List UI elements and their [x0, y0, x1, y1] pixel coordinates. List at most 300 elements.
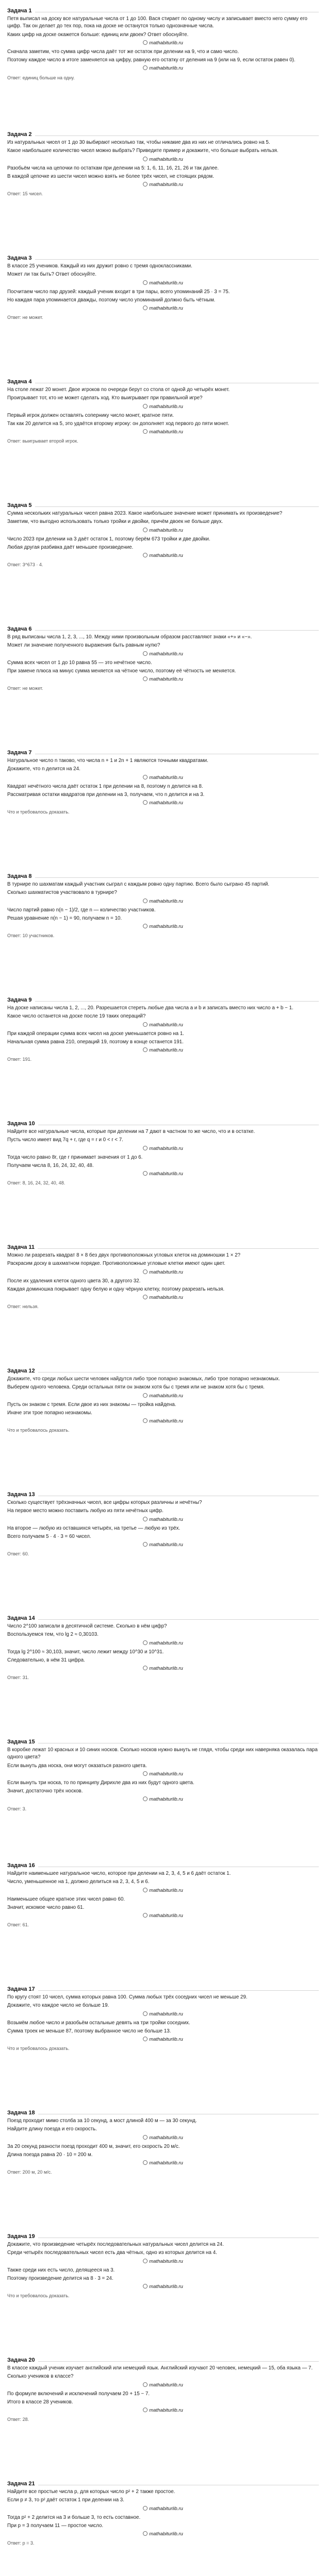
divider — [38, 1371, 319, 1372]
source-link-text[interactable]: mathabiturlib.ru — [149, 527, 183, 533]
source-link[interactable] — [7, 1887, 319, 1894]
task-title: Задача 8 — [7, 873, 32, 879]
link-icon — [143, 1771, 148, 1776]
task-paragraph: Докажите, что произведение четырёх последовательных натуральных чисел делится на 24. — [7, 2242, 224, 2248]
task-paragraph: Но каждая пара упоминается дважды, поэтому число упоминаний должно быть чётным. — [7, 297, 216, 303]
source-link-text[interactable]: mathabiturlib.ru — [149, 1295, 183, 1301]
task-paragraph: Так как 20 делится на 5, это удаётся второму игроку: он дополняет ход первого до пяти монет. — [7, 421, 229, 427]
task-paragraph: Каждая доминошка покрывает одну белую и одну чёрную клетку, поэтому разрезать нельзя. — [7, 1286, 225, 1293]
divider — [35, 11, 319, 12]
task-paragraph: Найдите наименьшее натуральное число, которое при делении на 2, 3, 4, 5 и 6 даёт остаток 1. — [7, 1871, 231, 1877]
link-icon — [143, 404, 148, 409]
task-header — [7, 2109, 319, 2116]
task-paragraph: В классе каждый ученик изучает английский или немецкий язык. Английский изучают 20 человек, немецкий — 15, оба языка — 7. — [7, 2365, 313, 2371]
divider — [38, 1495, 319, 1496]
task-paragraph: Докажите, что n делится на 24. — [7, 766, 80, 772]
link-icon — [143, 1418, 148, 1423]
task-paragraph: Следовательно, в нём 31 цифра. — [7, 1657, 85, 1664]
task-paragraph: Сумма троек не меньше 87, поэтому выбранное число не больше 13. — [7, 2028, 171, 2035]
task-paragraph: Тогда lg 2^100 ≈ 30,103, значит, число лежит между 10^30 и 10^31. — [7, 1649, 164, 1655]
link-icon — [143, 1640, 148, 1645]
task-title: Задача 9 — [7, 997, 32, 1003]
task-title: Задача 11 — [7, 1244, 35, 1250]
source-link[interactable] — [7, 1022, 319, 1029]
link-icon — [143, 1146, 148, 1150]
link-icon — [143, 2011, 148, 2016]
task-answer: Ответ: 3^673 · 4. — [7, 562, 43, 568]
divider — [38, 2237, 319, 2238]
source-link-text[interactable]: mathabiturlib.ru — [149, 1797, 183, 1803]
source-link-text[interactable]: mathabiturlib.ru — [149, 182, 183, 188]
source-link-text[interactable]: mathabiturlib.ru — [149, 40, 183, 46]
link-icon — [143, 775, 148, 779]
task-header — [7, 378, 319, 385]
divider — [35, 259, 319, 260]
task-answer: Что и требовалось доказать. — [7, 2046, 70, 2052]
task-block — [7, 1985, 319, 2108]
task-block — [7, 377, 319, 501]
source-link-text[interactable]: mathabiturlib.ru — [149, 2284, 183, 2290]
task-paragraph: На второе — любую из оставшихся четырёх, на третье — любую из трёх. — [7, 1525, 181, 1531]
source-link-bottom[interactable] — [7, 1047, 319, 1054]
link-icon — [143, 2408, 148, 2412]
divider — [38, 1990, 319, 1991]
task-paragraph: При замене плюса на минус сумма меняется на чётное число, поэтому её чётность не меняется. — [7, 668, 236, 674]
task-title: Задача 6 — [7, 626, 32, 632]
task-header — [7, 1244, 319, 1251]
task-paragraph: На первое место можно поставить любую из пяти нечётных цифр. — [7, 1508, 164, 1514]
link-icon — [143, 429, 148, 434]
source-link[interactable] — [7, 1269, 319, 1276]
task-paragraph: Может ли значение полученного выражения быть равным нулю? — [7, 642, 160, 649]
task-answer: Ответ: 61. — [7, 1922, 29, 1928]
task-paragraph: Сумма всех чисел от 1 до 10 равна 55 — это нечётное число. — [7, 659, 152, 666]
task-block — [7, 748, 319, 872]
source-link[interactable] — [7, 774, 319, 782]
link-icon — [143, 1295, 148, 1299]
task-answer: Ответ: 31. — [7, 1675, 29, 1681]
task-block — [7, 2479, 319, 2576]
task-answer: Ответ: 8, 16, 24, 32, 40, 48. — [7, 1180, 66, 1186]
task-title: Задача 18 — [7, 2110, 35, 2116]
source-link-text[interactable]: mathabiturlib.ru — [149, 2531, 183, 2537]
task-block — [7, 624, 319, 748]
task-paragraph: Число 2^100 записали в десятичной системе. Сколько в нём цифр? — [7, 1623, 167, 1630]
source-link-text[interactable]: mathabiturlib.ru — [149, 2408, 183, 2414]
task-title: Задача 12 — [7, 1368, 35, 1374]
link-icon — [143, 676, 148, 681]
source-link-text[interactable]: mathabiturlib.ru — [149, 1047, 183, 1054]
task-title: Задача 5 — [7, 502, 32, 509]
task-answer: Ответ: 60. — [7, 1551, 29, 1557]
task-paragraph: Число 2023 при делении на 3 даёт остаток 1, поэтому берём 673 тройки и две двойки. — [7, 536, 210, 542]
source-link-text[interactable]: mathabiturlib.ru — [149, 1516, 183, 1522]
task-block — [7, 253, 319, 377]
source-link-bottom[interactable] — [7, 923, 319, 930]
task-paragraph: Пусть он знаком с тремя. Если двое из них знакомы — тройка найдена. — [7, 1401, 176, 1408]
task-header — [7, 2357, 319, 2364]
source-link-bottom[interactable] — [7, 2160, 319, 2167]
divider — [38, 2484, 319, 2485]
task-title: Задача 15 — [7, 1739, 35, 1745]
source-link[interactable] — [7, 2505, 319, 2513]
source-link[interactable] — [7, 2134, 319, 2142]
divider — [35, 382, 319, 383]
task-answer: Ответ: не может. — [7, 686, 43, 691]
task-block — [7, 2355, 319, 2479]
task-paragraph: Если вынуть три носка, то по принципу Дирихле два из них будут одного цвета. — [7, 1780, 194, 1786]
task-title: Задача 17 — [7, 1986, 35, 1992]
link-icon — [143, 2160, 148, 2165]
task-header — [7, 2233, 319, 2240]
link-icon — [143, 182, 148, 187]
source-link-text[interactable]: mathabiturlib.ru — [149, 403, 183, 410]
task-answer: Что и требовалось доказать. — [7, 2293, 70, 2299]
source-link[interactable] — [7, 898, 319, 905]
divider — [35, 753, 319, 754]
source-link-text[interactable]: mathabiturlib.ru — [149, 651, 183, 657]
link-icon — [143, 157, 148, 161]
task-paragraph: В каждой цепочке из шести чисел можно взять не более трёх чисел, не стоящих рядом. — [7, 174, 214, 180]
source-link-text[interactable]: mathabiturlib.ru — [149, 1640, 183, 1646]
source-link-bottom[interactable] — [7, 1796, 319, 1803]
link-icon — [143, 2382, 148, 2387]
task-block — [7, 6, 319, 130]
task-block — [7, 130, 319, 253]
task-header — [7, 1615, 319, 1622]
task-answer: Ответ: p = 3. — [7, 2540, 35, 2546]
divider — [35, 506, 319, 507]
task-paragraph: Всего получаем 5 · 4 · 3 = 60 чисел. — [7, 1534, 91, 1540]
task-paragraph: Начальная сумма равна 210, операций 19, поэтому в конце останется 191. — [7, 1039, 184, 1045]
task-paragraph: По формуле включений и исключений получаем 20 + 15 − 7. — [7, 2391, 150, 2397]
task-answer: Ответ: единиц больше на одну. — [7, 75, 75, 80]
task-paragraph: Если вынуть два носка, они могут оказаться разного цвета. — [7, 1762, 147, 1769]
link-icon — [143, 1913, 148, 1918]
task-paragraph: Число партий равно n(n − 1)/2, где n — количество участников. — [7, 907, 156, 913]
task-block — [7, 1366, 319, 1490]
task-block — [7, 1490, 319, 1614]
task-answer: Ответ: выигрывает второй игрок. — [7, 438, 78, 444]
source-link-text[interactable]: mathabiturlib.ru — [149, 1022, 183, 1028]
source-link-text[interactable]: mathabiturlib.ru — [149, 1171, 183, 1177]
source-link-text[interactable]: mathabiturlib.ru — [149, 2505, 183, 2512]
task-paragraph: Любая другая разбивка даёт меньшее произведение. — [7, 545, 134, 551]
task-title: Задача 10 — [7, 1121, 35, 1127]
source-link-text[interactable]: mathabiturlib.ru — [149, 2037, 183, 2043]
task-answer: Ответ: 15 чисел. — [7, 191, 43, 197]
task-paragraph: Среди четырёх последовательных чисел есть два чётных, одно из которых делится на 4. — [7, 2250, 217, 2256]
task-header — [7, 749, 319, 756]
task-paragraph: Какое наибольшее количество чисел можно выбрать? Приведите пример и докажите, что больше выбрать нельзя. — [7, 148, 279, 154]
source-link-bottom[interactable] — [7, 1541, 319, 1549]
task-header — [7, 1862, 319, 1869]
source-link[interactable] — [7, 2011, 319, 2018]
source-link[interactable] — [7, 156, 319, 163]
link-icon — [143, 553, 148, 557]
task-header — [7, 1120, 319, 1127]
source-link-bottom[interactable] — [7, 2283, 319, 2291]
source-link[interactable] — [7, 403, 319, 411]
source-link-bottom[interactable] — [7, 1171, 319, 1178]
task-paragraph: За 20 секунд разности поезд проходит 400 м, значит, его скорость 20 м/с. — [7, 2143, 180, 2149]
task-paragraph: Найдите все простые числа p, для которых число p² + 2 также простое. — [7, 2489, 175, 2495]
source-link[interactable] — [7, 280, 319, 287]
source-link[interactable] — [7, 1640, 319, 1647]
link-icon — [143, 2531, 148, 2536]
task-paragraph: Заметим, что выгодно использовать только тройки и двойки, причём двоек не больше двух. — [7, 519, 223, 525]
source-link[interactable] — [7, 2258, 319, 2265]
link-icon — [143, 1393, 148, 1398]
link-icon — [143, 1269, 148, 1274]
source-link[interactable] — [7, 40, 319, 47]
task-paragraph: Получаем числа 8, 16, 24, 32, 40, 48. — [7, 1163, 94, 1169]
task-paragraph: Тогда число равно 8r, где r принимает значения от 1 до 6. — [7, 1154, 143, 1160]
link-icon — [143, 1797, 148, 1801]
task-paragraph: Возьмём любое число и разобьём остальные девять на три тройки соседних. — [7, 2020, 190, 2026]
source-link-text[interactable]: mathabiturlib.ru — [149, 2258, 183, 2264]
task-block — [7, 1737, 319, 1861]
source-link-text[interactable]: mathabiturlib.ru — [149, 429, 183, 435]
link-icon — [143, 2037, 148, 2041]
task-title: Задача 1 — [7, 8, 32, 14]
task-paragraph: Квадрат нечётного числа даёт остаток 1 при делении на 8, поэтому n делится на 8. — [7, 783, 203, 789]
task-paragraph: Раскрасим доску в шахматном порядке. Противоположные угловые клетки имеют один цвет. — [7, 1261, 225, 1267]
task-block — [7, 995, 319, 1119]
task-paragraph: Выберем одного человека. Среди остальных пяти он знаком хотя бы с тремя или не знаком хотя бы с тремя. — [7, 1384, 265, 1391]
task-header — [7, 1738, 319, 1745]
source-link-bottom[interactable] — [7, 2036, 319, 2043]
divider — [38, 1742, 319, 1743]
task-paragraph: Петя выписал на доску все натуральные числа от 1 до 100. Вася стирает по одному числу и записывает вместо него сумму его цифр. Так он делает до тех пор, пока на доске не останутся только однозначные числа. — [7, 16, 307, 29]
task-block — [7, 2108, 319, 2232]
source-link-text[interactable]: mathabiturlib.ru — [149, 774, 183, 781]
task-answer: Ответ: нельзя. — [7, 1304, 39, 1310]
source-link[interactable] — [7, 1145, 319, 1153]
task-paragraph: Первый игрок должен оставлять сопернику число монет, кратное пяти. — [7, 412, 174, 418]
source-link[interactable] — [7, 2382, 319, 2389]
task-block — [7, 2232, 319, 2355]
task-paragraph: При p = 3 получаем 11 — простое число. — [7, 2523, 104, 2529]
task-paragraph: Может ли так быть? Ответ обоснуйте. — [7, 272, 96, 278]
task-paragraph: На столе лежат 20 монет. Двое игроков по очереди берут со стола от одной до четырёх монет. — [7, 387, 230, 393]
task-paragraph: В классе 25 учеников. Каждый из них дружит ровно с тремя одноклассниками. — [7, 263, 192, 269]
source-link-text[interactable]: mathabiturlib.ru — [149, 1771, 183, 1777]
link-icon — [143, 924, 148, 928]
task-paragraph: Решая уравнение n(n − 1) = 90, получаем n = 10. — [7, 916, 122, 922]
source-link[interactable] — [7, 1516, 319, 1523]
task-header — [7, 7, 319, 14]
task-paragraph: Какое число останется на доске после 19 таких операций? — [7, 1013, 146, 1020]
task-title: Задача 4 — [7, 379, 32, 385]
task-paragraph: Пусть число имеет вид 7q + r, где q = r и 0 < r < 7. — [7, 1137, 123, 1143]
task-header — [7, 873, 319, 880]
task-paragraph: Сначала заметим, что сумма цифр числа даёт тот же остаток при делении на 9, что и само число. — [7, 49, 239, 55]
task-answer: Что и требовалось доказать. — [7, 809, 70, 815]
source-link-text[interactable]: mathabiturlib.ru — [149, 800, 183, 806]
divider — [35, 877, 319, 878]
link-icon — [143, 1171, 148, 1176]
task-paragraph: Проигрывает тот, кто не может сделать ход. Кто выигрывает при правильной игре? — [7, 395, 203, 401]
task-paragraph: Длина поезда равна 20 · 10 = 200 м. — [7, 2152, 93, 2158]
source-link-text[interactable]: mathabiturlib.ru — [149, 65, 183, 72]
link-icon — [143, 1542, 148, 1547]
task-paragraph: Наименьшее общее кратное этих чисел равно 60. — [7, 1896, 125, 1902]
divider — [38, 1866, 319, 1867]
task-block — [7, 1614, 319, 1737]
task-title: Задача 3 — [7, 255, 32, 261]
task-paragraph: Иначе эти трое попарно незнакомы. — [7, 1410, 92, 1416]
source-link-text[interactable]: mathabiturlib.ru — [149, 2134, 183, 2141]
task-paragraph: При каждой операции сумма всех чисел на доске уменьшается ровно на 1. — [7, 1030, 185, 1037]
source-link-bottom[interactable] — [7, 676, 319, 683]
link-icon — [143, 1022, 148, 1027]
task-paragraph: Найдите длину поезда и его скорость. — [7, 2126, 97, 2132]
source-link-bottom[interactable] — [7, 429, 319, 436]
divider — [38, 1619, 319, 1620]
task-title: Задача 16 — [7, 1862, 35, 1869]
source-link-text[interactable]: mathabiturlib.ru — [149, 553, 183, 559]
task-paragraph: Значит, искомое число равно 61. — [7, 1905, 85, 1911]
link-icon — [143, 528, 148, 532]
source-link-bottom[interactable] — [7, 305, 319, 312]
source-link-text[interactable]: mathabiturlib.ru — [149, 1666, 183, 1672]
divider — [35, 1001, 319, 1002]
source-link-text[interactable]: mathabiturlib.ru — [149, 1269, 183, 1275]
task-header — [7, 1491, 319, 1498]
task-header — [7, 996, 319, 1004]
source-link[interactable] — [7, 651, 319, 658]
divider — [35, 630, 319, 631]
task-title: Задача 14 — [7, 1615, 35, 1621]
source-link-bottom[interactable] — [7, 552, 319, 560]
task-paragraph: После их удаления клеток одного цвета 30, а другого 32. — [7, 1278, 141, 1284]
source-link-text[interactable]: mathabiturlib.ru — [149, 898, 183, 904]
source-link-bottom[interactable] — [7, 65, 319, 72]
task-header — [7, 502, 319, 509]
task-paragraph: В ряд выписаны числа 1, 2, 3, ..., 10. Между ними произвольным образом расставляют знаки «+» и «−». — [7, 634, 252, 640]
task-paragraph: Можно ли разрезать квадрат 8 × 8 без двух противоположных угловых клеток на доминошки 1 × 2? — [7, 1252, 240, 1259]
link-icon — [143, 40, 148, 45]
source-link-text[interactable]: mathabiturlib.ru — [149, 1393, 183, 1399]
link-icon — [143, 280, 148, 285]
task-title: Задача 19 — [7, 2233, 35, 2240]
link-icon — [143, 800, 148, 805]
task-paragraph: В коробке лежат 10 красных и 10 синих носков. Сколько носков нужно вынуть не глядя, чтобы среди них наверняка оказалась пара одного цвета? — [7, 1747, 318, 1760]
task-answer: Что и требовалось доказать. — [7, 1428, 70, 1433]
task-paragraph: Воспользуемся тем, что lg 2 ≈ 0,30103. — [7, 1632, 99, 1638]
source-link-text[interactable]: mathabiturlib.ru — [149, 676, 183, 683]
task-answer: Ответ: не может. — [7, 315, 43, 320]
source-link[interactable] — [7, 1393, 319, 1400]
task-title: Задача 13 — [7, 1492, 35, 1498]
source-link-bottom[interactable] — [7, 1665, 319, 1672]
task-paragraph: Сколько учеников в классе? — [7, 2374, 74, 2380]
task-answer: Ответ: 200 м, 20 м/с. — [7, 2170, 52, 2175]
source-link-text[interactable]: mathabiturlib.ru — [149, 2011, 183, 2017]
task-paragraph: Также среди них есть число, делящееся на 3. — [7, 2267, 115, 2273]
link-icon — [143, 2284, 148, 2289]
link-icon — [143, 1888, 148, 1892]
task-block — [7, 1861, 319, 1985]
task-paragraph: Значит, достаточно трёх носков. — [7, 1788, 83, 1794]
link-icon — [143, 651, 148, 656]
link-icon — [143, 1517, 148, 1521]
source-link-text[interactable]: mathabiturlib.ru — [149, 1913, 183, 1919]
task-header — [7, 1986, 319, 1993]
source-link-text[interactable]: mathabiturlib.ru — [149, 156, 183, 162]
task-header — [7, 625, 319, 633]
task-paragraph: Итого в классе 28 учеников. — [7, 2399, 73, 2405]
source-link-text[interactable]: mathabiturlib.ru — [149, 1145, 183, 1151]
link-icon — [143, 2135, 148, 2140]
task-paragraph: Поэтому каждое число в итоге заменяется на цифру, равную его остатку от деления на 9 (или на 9, если остаток равен 0). — [7, 57, 296, 63]
task-paragraph: Сумма нескольких натуральных чисел равна 2023. Какое наибольшее значение может принимать их произведение? — [7, 511, 283, 517]
link-icon — [143, 1666, 148, 1670]
task-title: Задача 2 — [7, 131, 32, 138]
task-paragraph: Если p ≠ 3, то p² даёт остаток 1 при делении на 3. — [7, 2497, 124, 2503]
task-paragraph: Разобьём числа на цепочки по остаткам при делении на 5: 1, 6, 11, 16, 21, 26 и так далее. — [7, 165, 219, 171]
divider — [35, 135, 319, 136]
source-link-bottom[interactable] — [7, 1418, 319, 1425]
task-answer: Ответ: 28. — [7, 2417, 29, 2422]
task-paragraph: Натуральное число n таково, что числа n + 1 и 2n + 1 являются точными квадратами. — [7, 758, 208, 764]
task-header — [7, 255, 319, 262]
source-link[interactable] — [7, 527, 319, 534]
source-link-bottom[interactable] — [7, 800, 319, 807]
task-answer: Ответ: 10 участников. — [7, 933, 55, 939]
task-header — [7, 131, 319, 138]
source-link-text[interactable]: mathabiturlib.ru — [149, 1418, 183, 1425]
source-link-text[interactable]: mathabiturlib.ru — [149, 280, 183, 286]
task-paragraph: Тогда p² + 2 делится на 3 и больше 3, то есть составное. — [7, 2514, 141, 2520]
source-link-text[interactable]: mathabiturlib.ru — [149, 1887, 183, 1893]
task-block — [7, 501, 319, 624]
link-icon — [143, 306, 148, 310]
source-link-text[interactable]: mathabiturlib.ru — [149, 2382, 183, 2388]
source-link-text[interactable]: mathabiturlib.ru — [149, 924, 183, 930]
source-link[interactable] — [7, 1771, 319, 1778]
divider — [38, 1124, 319, 1125]
task-block — [7, 872, 319, 995]
task-paragraph: Рассматривая остатки квадратов при делении на 3, получаем, что n делится и на 3. — [7, 792, 205, 798]
source-link-bottom[interactable] — [7, 2531, 319, 2538]
source-link-bottom[interactable] — [7, 1912, 319, 1920]
task-header — [7, 2480, 319, 2487]
link-icon — [143, 2259, 148, 2263]
divider — [38, 2113, 319, 2114]
divider — [38, 2361, 319, 2362]
source-link-bottom[interactable] — [7, 181, 319, 189]
task-title: Задача 21 — [7, 2481, 35, 2487]
link-icon — [143, 899, 148, 903]
task-block — [7, 1243, 319, 1366]
task-title: Задача 20 — [7, 2357, 35, 2363]
source-link-text[interactable]: mathabiturlib.ru — [149, 1542, 183, 1548]
task-paragraph: Найдите все натуральные числа, которые при делении на 7 дают в частном то же число, что и в остатке. — [7, 1129, 255, 1135]
task-paragraph: По кругу стоят 10 чисел, сумма которых равна 100. Сумма любых трёх соседних чисел не меньше 29. — [7, 1994, 248, 2001]
source-link-text[interactable]: mathabiturlib.ru — [149, 2160, 183, 2166]
task-paragraph: Поезд проходит мимо столба за 10 секунд, а мост длиной 400 м — за 30 секунд. — [7, 2118, 197, 2124]
task-paragraph: Посчитаем число пар друзей: каждый ученик входит в три пары, всего упоминаний 25 · 3 = 75. — [7, 289, 230, 295]
task-title: Задача 7 — [7, 750, 32, 756]
task-answer: Ответ: 191. — [7, 1057, 32, 1062]
source-link-bottom[interactable] — [7, 1294, 319, 1301]
divider — [38, 1248, 319, 1249]
source-link-bottom[interactable] — [7, 2407, 319, 2414]
link-icon — [143, 65, 148, 70]
source-link-text[interactable]: mathabiturlib.ru — [149, 306, 183, 312]
